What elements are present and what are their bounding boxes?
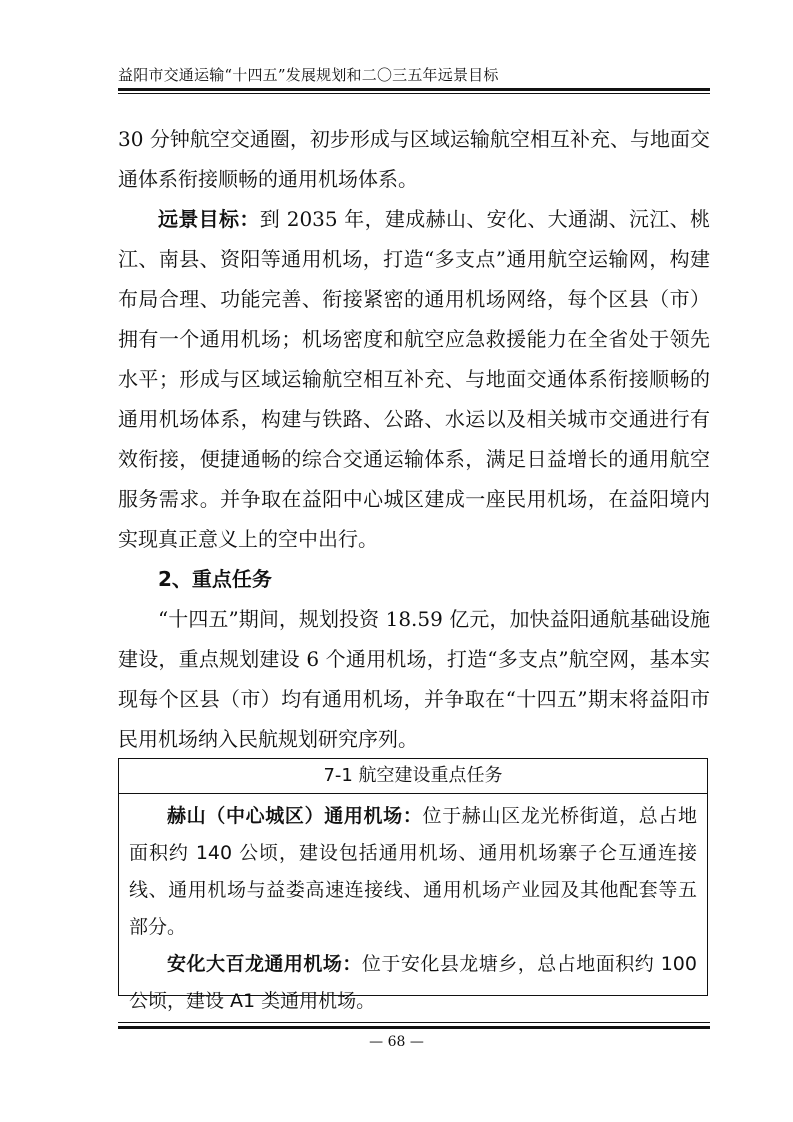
paragraph-3: “十四五”期间，规划投资 18.59 亿元，加快益阳通航基础设施建设，重点规划建设 6 个通用机场，打造“多支点”航空网，基本实现每个区县（市）均有通用机场，并争取在“十四五”期末将益阳市民用机场纳入民航规划研究序列。 bbox=[118, 607, 710, 751]
task-item-2-text: 位于安化县龙塘乡，总占地面积约 100 公顷，建设 A1 类通用机场。 bbox=[129, 953, 697, 1012]
paragraph-2 bbox=[118, 199, 710, 559]
paragraph-1: 30 分钟航空交通圈，初步形成与区域运输航空相互补充、与地面交通体系衔接顺畅的通用机场体系。 bbox=[118, 127, 710, 191]
task-item-2-lead: 安化大百龙通用机场： bbox=[167, 953, 362, 975]
task-item-1-text: 位于赫山区龙光桥街道，总占地面积约 140 公顷，建设包括通用机场、通用机场寨子仑互通连接线、通用机场与益娄高速连接线、通用机场产业园及其他配套等五部分。 bbox=[129, 805, 697, 938]
task-item-1-lead: 赫山（中心城区）通用机场： bbox=[167, 805, 423, 827]
footer-rule-thin bbox=[118, 1022, 710, 1023]
task-item-1 bbox=[129, 798, 697, 946]
task-box-title: 7-1 航空建设重点任务 bbox=[119, 759, 707, 794]
task-item-2 bbox=[129, 946, 697, 1020]
header-title: 益阳市交通运输“十四五”发展规划和二〇三五年远景目标 bbox=[118, 66, 499, 84]
task-box-body bbox=[119, 794, 707, 1020]
page-number: — 68 — bbox=[369, 1034, 424, 1050]
body-text bbox=[118, 119, 710, 759]
header-rule-thick bbox=[118, 88, 710, 91]
paragraph-2-lead: 远景目标： bbox=[158, 207, 260, 231]
footer-rule-thick bbox=[118, 1026, 710, 1029]
task-box bbox=[118, 758, 708, 1012]
header-rule-thin bbox=[118, 93, 710, 94]
section-title: 2、重点任务 bbox=[158, 567, 272, 591]
paragraph-2-text: 到 2035 年，建成赫山、安化、大通湖、沅江、桃江、南县、资阳等通用机场，打造“多支点”通用航空运输网，构建布局合理、功能完善、衔接紧密的通用机场网络，每个区县（市）拥有一个通用机场；机场密度和航空应急救援能力在全省处于领先水平；形成与区域运输航空相互补充、与地面交通体系衔接顺畅的通用机场体系，构建与铁路、公路、水运以及相关城市交通进行有效衔接，便捷通畅的综合交通运输体系，满足日益增长的通用航空服务需求。并争取在益阳中心城区建成一座民用机场，在益阳境内实现真正意义上的空中出行。 bbox=[118, 207, 711, 551]
